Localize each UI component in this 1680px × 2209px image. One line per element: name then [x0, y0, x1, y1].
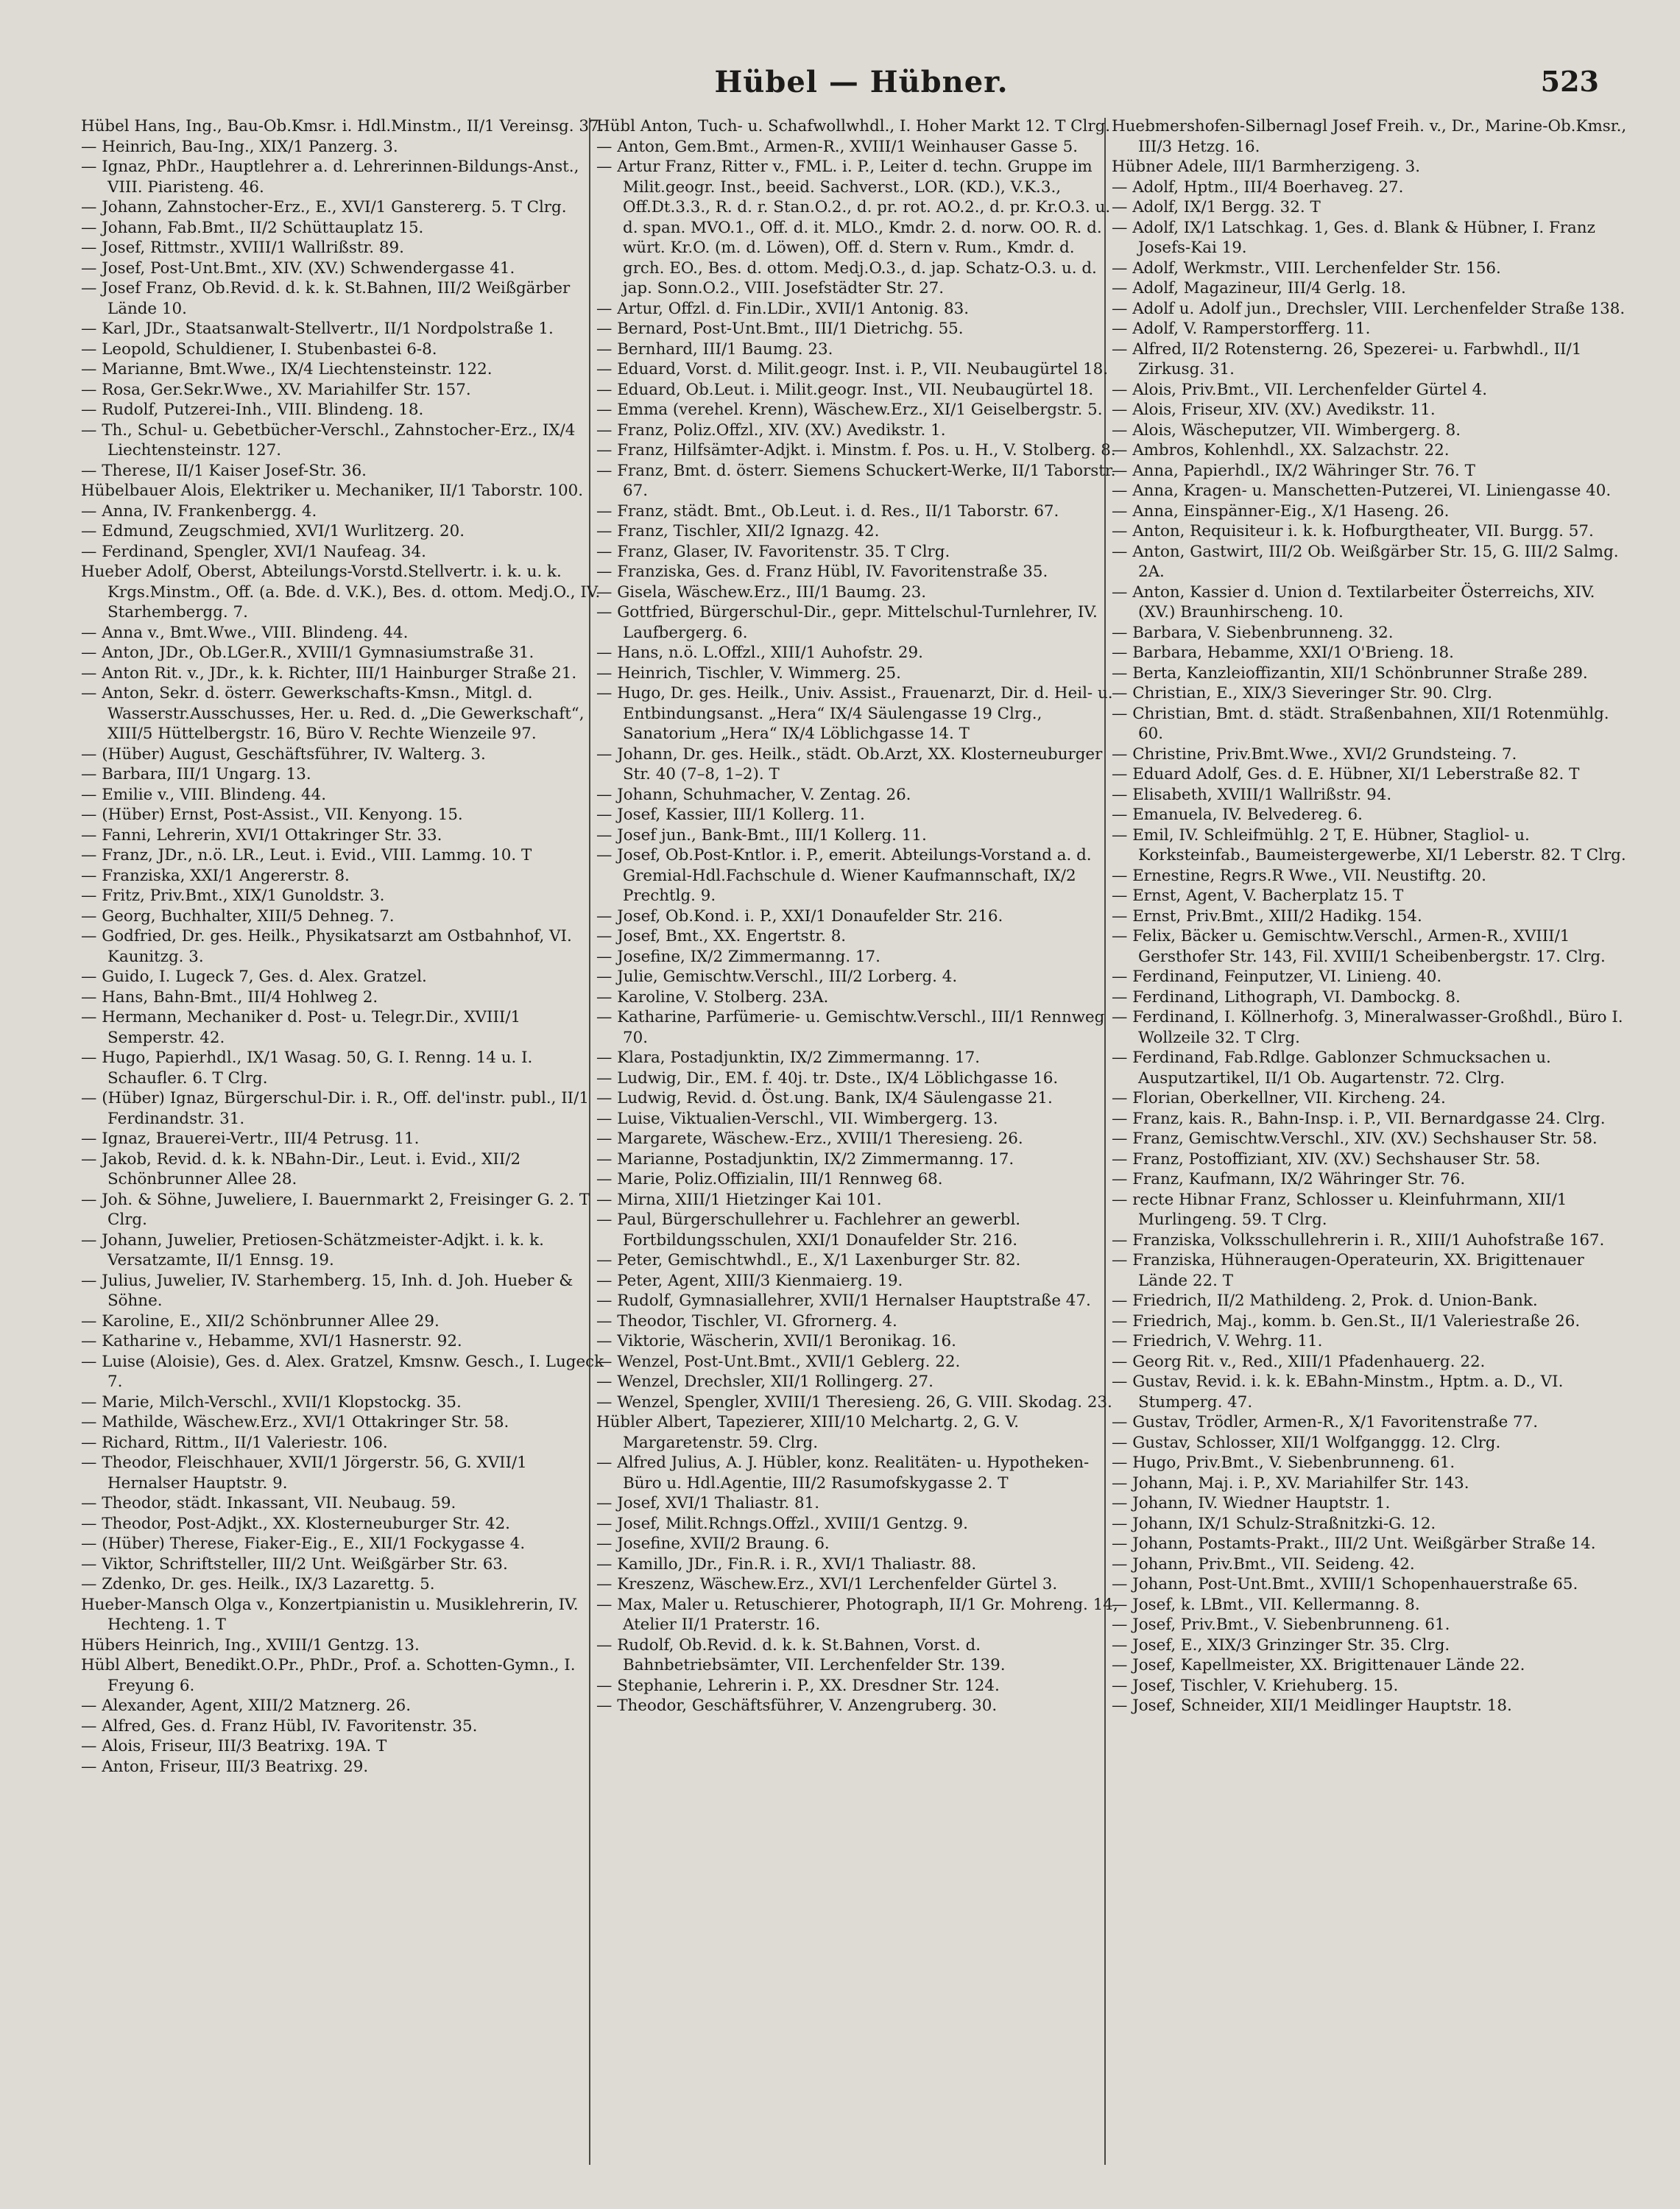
- directory-entry: — Franziska, Hühneraugen-Operateurin, XX. Brigittenauer Lände 22. T: [1112, 1251, 1584, 1290]
- directory-entry: — Christine, Priv.Bmt.Wwe., XVI/2 Grundsteing. 7.: [1112, 744, 1517, 764]
- directory-entry: — Hans, n.ö. L.Offzl., XIII/1 Auhofstr. 29.: [596, 644, 923, 662]
- directory-entry: — Barbara, V. Siebenbrunneng. 32.: [1112, 623, 1394, 642]
- directory-entry: — Johann, Schuhmacher, V. Zentag. 26.: [596, 785, 911, 804]
- directory-entry: — Artur Franz, Ritter v., FML. i. P., Leiter d. techn. Gruppe im Milit.geogr. Inst., beeid. Sachverst., LOR. (KD.), V.K.3., Off.Dt.3.3., R. d. r. Stan.O.2., d. pr. rot. AO.2., d. pr. Kr.O.3. u. d. span. MVO.1., Off. d. it. MLO., Kmdr. 2. d. norw. OO. R. d. würt. Kr.O. (m. d. Löwen), Off. d. Stern v. Rum., Kmdr. d. grch. EO., Bes. d. ottom. Medj.O.3., d. jap. Schatz-O.3. u. d. jap. Sonn.O.2., VIII. Josefstädter Str. 27.: [596, 158, 1111, 297]
- directory-entry: — Anna, Einspänner-Eig., X/1 Haseng. 26.: [1112, 501, 1450, 521]
- directory-entry: — Ambros, Kohlenhdl., XX. Salzachstr. 22.: [1112, 441, 1450, 459]
- directory-entry: — Theodor, Post-Adjkt., XX. Klosterneuburger Str. 42.: [81, 1514, 510, 1533]
- directory-entry: — Josef, Tischler, V. Kriehuberg. 15.: [1112, 1676, 1399, 1695]
- directory-entry: — Viktorie, Wäscherin, XVII/1 Beronikag. 16.: [596, 1332, 956, 1350]
- directory-entry: — Anna, IV. Frankenbergg. 4.: [81, 501, 317, 521]
- directory-entry: — Franz, Hilfsämter-Adjkt. i. Minstm. f. Pos. u. H., V. Stolberg. 8.: [596, 441, 1116, 459]
- directory-entry: — Friedrich, Maj., komm. b. Gen.St., II/1 Valeriestraße 26.: [1112, 1311, 1581, 1331]
- directory-entry: — Marie, Poliz.Offizialin, III/1 Rennweg 68.: [596, 1170, 943, 1188]
- directory-entry: — Hermann, Mechaniker d. Post- u. Telegr.Dir., XVIII/1 Semperstr. 42.: [81, 1008, 521, 1047]
- directory-entry: — Barbara, Hebamme, XXI/1 O'Brieng. 18.: [1112, 644, 1454, 662]
- directory-entry: — Josef jun., Bank-Bmt., III/1 Kollerg. 11.: [596, 825, 927, 845]
- directory-entry: — Margarete, Wäschew.-Erz., XVIII/1 Theresieng. 26.: [596, 1130, 1023, 1148]
- directory-entry: — Johann, Fab.Bmt., II/2 Schüttauplatz 15.: [81, 218, 424, 237]
- directory-entry: Hübl Albert, Benedikt.O.Pr., PhDr., Prof. a. Schotten-Gymn., I. Freyung 6.: [81, 1656, 576, 1695]
- directory-entry: — Adolf u. Adolf jun., Drechsler, VIII. Lerchenfelder Straße 138.: [1112, 299, 1626, 318]
- directory-entry: — Eduard, Vorst. d. Milit.geogr. Inst. i. P., VII. Neubaugürtel 18.: [596, 360, 1109, 378]
- directory-entry: — (Hüber) Therese, Fiaker-Eig., E., XII/1 Fockygasse 4.: [81, 1535, 526, 1553]
- column-2: [596, 116, 1120, 2171]
- directory-entry: — Emil, IV. Schleifmühlg. 2 T, E. Hübner, Stagliol- u. Korksteinfab., Baumeistergewerbe, XI/1 Leberstr. 82. T Clrg.: [1112, 825, 1626, 864]
- directory-entry: — Peter, Agent, XIII/3 Kienmaierg. 19.: [596, 1271, 903, 1290]
- directory-entry: Hübelbauer Alois, Elektriker u. Mechaniker, II/1 Taborstr. 100.: [81, 482, 584, 500]
- directory-entry: — Johann, Dr. ges. Heilk., städt. Ob.Arzt, XX. Klosterneuburger Str. 40 (7–8, 1–2). T: [596, 744, 1103, 783]
- directory-entry: Hueber-Mansch Olga v., Konzertpianistin u. Musiklehrerin, IV. Hechteng. 1. T: [81, 1595, 579, 1634]
- directory-entry: — Marie, Milch-Verschl., XVII/1 Klopstockg. 35.: [81, 1392, 462, 1412]
- directory-entry: — Ludwig, Dir., EM. f. 40j. tr. Dste., IX/4 Löblichgasse 16.: [596, 1068, 1059, 1088]
- directory-entry: — Alois, Priv.Bmt., VII. Lerchenfelder Gürtel 4.: [1112, 380, 1487, 399]
- directory-entry: — Josef, Post-Unt.Bmt., XIV. (XV.) Schwendergasse 41.: [81, 258, 515, 278]
- directory-entry: Hübel Hans, Ing., Bau-Ob.Kmsr. i. Hdl.Minstm., II/1 Vereinsg. 37.: [81, 117, 604, 135]
- directory-entry: — Franziska, XXI/1 Angererstr. 8.: [81, 866, 350, 885]
- directory-entry: — Georg, Buchhalter, XIII/5 Dehneg. 7.: [81, 906, 395, 926]
- directory-entry: — Guido, I. Lugeck 7, Ges. d. Alex. Gratzel.: [81, 968, 427, 986]
- directory-entry: — Johann, Juwelier, Pretiosen-Schätzmeister-Adjkt. i. k. k. Versatzamte, II/1 Ennsg. 19.: [81, 1230, 544, 1269]
- directory-entry: — Franz, Glaser, IV. Favoritenstr. 35. T Clrg.: [596, 542, 950, 561]
- directory-entry: — Adolf, IX/1 Bergg. 32. T: [1112, 198, 1321, 216]
- directory-entry: — Josef, Kassier, III/1 Kollerg. 11.: [596, 806, 865, 824]
- page-number: 523: [1540, 65, 1599, 98]
- directory-entry: — Anton, Friseur, III/3 Beatrixg. 29.: [81, 1757, 369, 1776]
- directory-entry: — Ignaz, Brauerei-Vertr., III/4 Petrusg. 11.: [81, 1130, 420, 1148]
- directory-entry: — Joh. & Söhne, Juweliere, I. Bauernmarkt 2, Freisinger G. 2. T Clrg.: [81, 1190, 590, 1229]
- directory-entry: — Stephanie, Lehrerin i. P., XX. Dresdner Str. 124.: [596, 1676, 1000, 1695]
- directory-entry: — Theodor, städt. Inkassant, VII. Neubaug. 59.: [81, 1494, 456, 1512]
- directory-entry: — Rudolf, Ob.Revid. d. k. k. St.Bahnen, Vorst. d. Bahnbetriebsämter, VII. Lerchenfelder Str. 139.: [596, 1635, 1006, 1674]
- directory-entry: — Theodor, Geschäftsführer, V. Anzengruberg. 30.: [596, 1697, 998, 1715]
- column-1: [81, 116, 605, 2171]
- directory-entry: — Rosa, Ger.Sekr.Wwe., XV. Mariahilfer Str. 157.: [81, 380, 471, 399]
- directory-entry: — Josef, Milit.Rchngs.Offzl., XVIII/1 Gentzg. 9.: [596, 1514, 968, 1533]
- directory-entry: — Johann, IX/1 Schulz-Straßnitzki-G. 12.: [1112, 1514, 1436, 1533]
- directory-entry: — Ernst, Priv.Bmt., XIII/2 Hadikg. 154.: [1112, 906, 1422, 926]
- directory-entry: — recte Hibnar Franz, Schlosser u. Kleinfuhrmann, XII/1 Murlingeng. 59. T Clrg.: [1112, 1190, 1567, 1229]
- directory-entry: — Paul, Bürgerschullehrer u. Fachlehrer an gewerbl. Fortbildungsschulen, XXI/1 Donaufelder Str. 216.: [596, 1211, 1021, 1250]
- directory-entry: — Richard, Rittm., II/1 Valeriestr. 106.: [81, 1433, 388, 1452]
- directory-entry: Hübers Heinrich, Ing., XVIII/1 Gentzg. 13.: [81, 1635, 420, 1655]
- directory-entry: — Rudolf, Putzerei-Inh., VIII. Blindeng. 18.: [81, 401, 424, 419]
- directory-entry: — Anton, Kassier d. Union d. Textilarbeiter Österreichs, XIV. (XV.) Braunhirscheng. 10.: [1112, 582, 1595, 621]
- directory-entry: — Fanni, Lehrerin, XVI/1 Ottakringer Str. 33.: [81, 825, 442, 845]
- directory-entry: — Ferdinand, Feinputzer, VI. Linieng. 40.: [1112, 968, 1442, 986]
- directory-entry: — Franz, städt. Bmt., Ob.Leut. i. d. Res., II/1 Taborstr. 67.: [596, 501, 1059, 521]
- directory-entry: — Friedrich, II/2 Mathildeng. 2, Prok. d. Union-Bank.: [1112, 1292, 1538, 1310]
- directory-entry: — Franz, Postoffiziant, XIV. (XV.) Sechshauser Str. 58.: [1112, 1149, 1541, 1169]
- directory-entry: Hübner Adele, III/1 Barmherzigeng. 3.: [1112, 158, 1421, 176]
- directory-entry: — Anton, JDr., Ob.LGer.R., XVIII/1 Gymnasiumstraße 31.: [81, 644, 534, 662]
- directory-entry: — Florian, Oberkellner, VII. Kircheng. 24.: [1112, 1089, 1446, 1107]
- directory-entry: — Adolf, IX/1 Latschkag. 1, Ges. d. Blank & Hübner, I. Franz Josefs-Kai 19.: [1112, 218, 1595, 257]
- directory-entry: — Marianne, Bmt.Wwe., IX/4 Liechtensteinstr. 122.: [81, 360, 493, 378]
- directory-entry: — Franz, Gemischtw.Verschl., XIV. (XV.) Sechshauser Str. 58.: [1112, 1130, 1598, 1148]
- directory-entry: — Ferdinand, Spengler, XVI/1 Naufeag. 34.: [81, 542, 426, 561]
- directory-entry: — Th., Schul- u. Gebetbücher-Verschl., Zahnstocher-Erz., IX/4 Liechtensteinstr. 127.: [81, 420, 576, 459]
- directory-entry: — Alfred Julius, A. J. Hübler, konz. Realitäten- u. Hypotheken-Büro u. Hdl.Agentie, III/2 Rasumofskygasse 2. T: [596, 1454, 1090, 1493]
- directory-entry: — Hugo, Dr. ges. Heilk., Univ. Assist., Frauenarzt, Dir. d. Heil- u. Entbindungsanst. „Hera“ IX/4 Säulengasse 19 Clrg., Sanatorium „Hera“ IX/4 Löblichgasse 14. T: [596, 684, 1113, 743]
- directory-entry: — Karoline, E., XII/2 Schönbrunner Allee 29.: [81, 1311, 440, 1331]
- directory-entry: — Emilie v., VIII. Blindeng. 44.: [81, 785, 327, 804]
- directory-entry: — Johann, IV. Wiedner Hauptstr. 1.: [1112, 1494, 1391, 1512]
- directory-entry: — Josef, XVI/1 Thaliastr. 81.: [596, 1494, 820, 1512]
- directory-entry: Huebmershofen-Silbernagl Josef Freih. v., Dr., Marine-Ob.Kmsr., III/3 Hetzg. 16.: [1112, 117, 1627, 156]
- directory-entry: — Zdenko, Dr. ges. Heilk., IX/3 Lazarettg. 5.: [81, 1575, 435, 1593]
- directory-entry: — Josef, Rittmstr., XVIII/1 Wallrißstr. 89.: [81, 239, 404, 257]
- directory-entry: — Elisabeth, XVIII/1 Wallrißstr. 94.: [1112, 785, 1392, 804]
- directory-entry: — Viktor, Schriftsteller, III/2 Unt. Weißgärber Str. 63.: [81, 1554, 508, 1574]
- directory-entry: Hübler Albert, Tapezierer, XIII/10 Melchartg. 2, G. V. Margaretenstr. 59. Clrg.: [596, 1413, 1020, 1452]
- directory-entry: — Karoline, V. Stolberg. 23A.: [596, 987, 829, 1007]
- directory-entry: — Theodor, Tischler, VI. Gfrornerg. 4.: [596, 1311, 897, 1331]
- directory-entry: — Josef, k. LBmt., VII. Kellermanng. 8.: [1112, 1595, 1420, 1614]
- directory-entry: — Josefine, XVII/2 Braung. 6.: [596, 1535, 830, 1553]
- directory-entry: — Peter, Gemischtwhdl., E., X/1 Laxenburger Str. 82.: [596, 1251, 1021, 1269]
- directory-entry: — Franz, Kaufmann, IX/2 Währinger Str. 76.: [1112, 1170, 1466, 1188]
- directory-entry: — Adolf, V. Ramperstorfferg. 11.: [1112, 320, 1371, 338]
- directory-entry: — Mirna, XIII/1 Hietzinger Kai 101.: [596, 1190, 882, 1209]
- directory-entry: — Ferdinand, Lithograph, VI. Dambockg. 8.: [1112, 987, 1461, 1007]
- directory-entry: — Julius, Juwelier, IV. Starhemberg. 15, Inh. d. Joh. Hueber & Söhne.: [81, 1271, 573, 1310]
- directory-entry: — Eduard, Ob.Leut. i. Milit.geogr. Inst., VII. Neubaugürtel 18.: [596, 380, 1094, 399]
- directory-entry: — Anna, Kragen- u. Manschetten-Putzerei, VI. Liniengasse 40.: [1112, 482, 1612, 500]
- directory-entry: — Ludwig, Revid. d. Öst.ung. Bank, IX/4 Säulengasse 21.: [596, 1089, 1053, 1107]
- directory-entry: — Georg Rit. v., Red., XIII/1 Pfadenhauerg. 22.: [1112, 1352, 1486, 1371]
- directory-entry: — Katharine v., Hebamme, XVI/1 Hasnerstr. 92.: [81, 1332, 462, 1350]
- directory-entry: — Josef, Priv.Bmt., V. Siebenbrunneng. 61.: [1112, 1616, 1450, 1634]
- page-header: [0, 65, 1680, 109]
- directory-entry: — Kamillo, JDr., Fin.R. i. R., XVI/1 Thaliastr. 88.: [596, 1554, 977, 1574]
- directory-entry: — Franz, Tischler, XII/2 Ignazg. 42.: [596, 522, 880, 540]
- directory-entry: — Hans, Bahn-Bmt., III/4 Hohlweg 2.: [81, 987, 378, 1007]
- directory-entry: — Fritz, Priv.Bmt., XIX/1 Gunoldstr. 3.: [81, 887, 385, 905]
- directory-entry: — Emma (verehel. Krenn), Wäschew.Erz., XI/1 Geiselbergstr. 5.: [596, 401, 1103, 419]
- directory-entry: — Franz, Bmt. d. österr. Siemens Schuckert-Werke, II/1 Taborstr. 67.: [596, 461, 1116, 500]
- directory-entry: — Luise, Viktualien-Verschl., VII. Wimbergerg. 13.: [596, 1109, 998, 1128]
- directory-entry: — Gottfried, Bürgerschul-Dir., gepr. Mittelschul-Turnlehrer, IV. Laufbergerg. 6.: [596, 603, 1098, 642]
- directory-entry: — Anna, Papierhdl., IX/2 Währinger Str. 76. T: [1112, 461, 1475, 480]
- directory-entry: — Mathilde, Wäschew.Erz., XVI/1 Ottakringer Str. 58.: [81, 1413, 509, 1431]
- directory-entry: — Karl, JDr., Staatsanwalt-Stellvertr., II/1 Nordpolstraße 1.: [81, 320, 554, 338]
- directory-entry: — Heinrich, Bau-Ing., XIX/1 Panzerg. 3.: [81, 137, 398, 156]
- directory-entry: — Wenzel, Spengler, XVIII/1 Theresieng. 26, G. VIII. Skodag. 23.: [596, 1392, 1112, 1412]
- directory-entry: — Alois, Friseur, III/3 Beatrixg. 19A. T: [81, 1737, 387, 1755]
- directory-entry: — Anton, Requisiteur i. k. k. Hofburgtheater, VII. Burgg. 57.: [1112, 522, 1594, 540]
- directory-entry: — (Hüber) Ignaz, Bürgerschul-Dir. i. R., Off. del'instr. publ., II/1 Ferdinandstr. 31.: [81, 1089, 589, 1128]
- directory-entry: — Anton, Sekr. d. österr. Gewerkschafts-Kmsn., Mitgl. d. Wasserstr.Ausschusses, Her. u. Red. d. „Die Gewerkschaft“, XIII/5 Hüttelbergstr. 16, Büro V. Rechte Wienzeile 97.: [81, 684, 585, 743]
- directory-entry: — Franziska, Volksschullehrerin i. R., XIII/1 Auhofstraße 167.: [1112, 1230, 1605, 1250]
- running-title: Hübel — Hübner.: [714, 65, 1009, 99]
- directory-entry: — Wenzel, Drechsler, XII/1 Rollingerg. 27.: [596, 1373, 933, 1391]
- directory-entry: — Therese, II/1 Kaiser Josef-Str. 36.: [81, 461, 367, 480]
- directory-entry: — Rudolf, Gymnasiallehrer, XVII/1 Hernalser Hauptstraße 47.: [596, 1292, 1091, 1310]
- directory-entry: — Hugo, Papierhdl., IX/1 Wasag. 50, G. I. Renng. 14 u. I. Schaufler. 6. T Clrg.: [81, 1049, 533, 1088]
- directory-entry: — Josef, Bmt., XX. Engertstr. 8.: [596, 927, 847, 945]
- directory-entry: — Ferdinand, Fab.Rdlge. Gablonzer Schmucksachen u. Ausputzartikel, II/1 Ob. Augartenstr. 72. Clrg.: [1112, 1049, 1551, 1088]
- directory-entry: — Anton, Gastwirt, III/2 Ob. Weißgärber Str. 15, G. III/2 Salmg. 2A.: [1112, 542, 1619, 581]
- directory-entry: — Felix, Bäcker u. Gemischtw.Verschl., Armen-R., XVIII/1 Gersthofer Str. 143, Fil. XVIII/1 Scheibenbergstr. 17. Clrg.: [1112, 927, 1606, 966]
- directory-entry: — Franziska, Ges. d. Franz Hübl, IV. Favoritenstraße 35.: [596, 563, 1048, 581]
- directory-entry: — Godfried, Dr. ges. Heilk., Physikatsarzt am Ostbahnhof, VI. Kaunitzg. 3.: [81, 927, 572, 966]
- directory-entry: — Hugo, Priv.Bmt., V. Siebenbrunneng. 61.: [1112, 1454, 1455, 1472]
- directory-entry: — Adolf, Magazineur, III/4 Gerlg. 18.: [1112, 279, 1406, 297]
- directory-entry: — Bernard, Post-Unt.Bmt., III/1 Dietrichg. 55.: [596, 320, 964, 338]
- directory-entry: — Anton, Gem.Bmt., Armen-R., XVIII/1 Weinhauser Gasse 5.: [596, 137, 1079, 156]
- directory-entry: — Ernst, Agent, V. Bacherplatz 15. T: [1112, 887, 1404, 905]
- directory-entry: — Alfred, II/2 Rotensterng. 26, Spezerei- u. Farbwhdl., II/1 Zirkusg. 31.: [1112, 339, 1582, 378]
- directory-entry: — Ignaz, PhDr., Hauptlehrer a. d. Lehrerinnen-Bildungs-Anst., VIII. Piaristeng. 46.: [81, 158, 579, 197]
- directory-entry: — Theodor, Fleischhauer, XVII/1 Jörgerstr. 56, G. XVII/1 Hernalser Hauptstr. 9.: [81, 1454, 527, 1493]
- directory-entry: — Josef Franz, Ob.Revid. d. k. k. St.Bahnen, III/2 Weißgärber Lände 10.: [81, 279, 571, 318]
- directory-entry: — Adolf, Hptm., III/4 Boerhaveg. 27.: [1112, 177, 1404, 197]
- directory-entry: — Anna v., Bmt.Wwe., VIII. Blindeng. 44.: [81, 623, 409, 642]
- directory-entry: — Gustav, Trödler, Armen-R., X/1 Favoritenstraße 77.: [1112, 1413, 1539, 1431]
- directory-entry: — Gustav, Revid. i. k. k. EBahn-Minstm., Hptm. a. D., VI. Stumperg. 47.: [1112, 1373, 1564, 1412]
- directory-entry: — Adolf, Werkmstr., VIII. Lerchenfelder Str. 156.: [1112, 258, 1501, 278]
- directory-entry: — Leopold, Schuldiener, I. Stubenbastei 6-8.: [81, 339, 437, 359]
- directory-entry: — Wenzel, Post-Unt.Bmt., XVII/1 Geblerg. 22.: [596, 1352, 961, 1371]
- directory-entry: — Alois, Friseur, XIV. (XV.) Avedikstr. 11.: [1112, 401, 1436, 419]
- directory-entry: — Bernhard, III/1 Baumg. 23.: [596, 339, 833, 359]
- directory-entry: — Josef, Ob.Post-Kntlor. i. P., emerit. Abteilungs-Vorstand a. d. Gremial-Hdl.Fachschule d. Wiener Kaufmannschaft, IX/2 Prechtlg. 9.: [596, 846, 1092, 905]
- directory-entry: — Josefine, IX/2 Zimmermanng. 17.: [596, 947, 880, 966]
- directory-entry: — Christian, Bmt. d. städt. Straßenbahnen, XII/1 Rotenmühlg. 60.: [1112, 704, 1609, 743]
- directory-entry: — Artur, Offzl. d. Fin.LDir., XVII/1 Antonig. 83.: [596, 299, 969, 318]
- directory-entry: — Julie, Gemischtw.Verschl., III/2 Lorberg. 4.: [596, 968, 958, 986]
- directory-entry: — Gustav, Schlosser, XII/1 Wolfganggg. 12. Clrg.: [1112, 1433, 1501, 1452]
- directory-entry: — Josef, Ob.Kond. i. P., XXI/1 Donaufelder Str. 216.: [596, 906, 1003, 926]
- directory-entry: — Gisela, Wäschew.Erz., III/1 Baumg. 23.: [596, 582, 927, 602]
- directory-entry: — Franz, JDr., n.ö. LR., Leut. i. Evid., VIII. Lammg. 10. T: [81, 846, 532, 864]
- directory-entry: — Alois, Wäscheputzer, VII. Wimbergerg. 8.: [1112, 420, 1461, 440]
- directory-entry: — Franz, Poliz.Offzl., XIV. (XV.) Avedikstr. 1.: [596, 420, 946, 440]
- directory-entry: — Josef, Schneider, XII/1 Meidlinger Hauptstr. 18.: [1112, 1697, 1512, 1715]
- directory-entry: — Alexander, Agent, XIII/2 Matznerg. 26.: [81, 1697, 412, 1715]
- directory-entry: — Johann, Zahnstocher-Erz., E., XVI/1 Ganstererg. 5. T Clrg.: [81, 198, 567, 216]
- directory-entry: — Johann, Maj. i. P., XV. Mariahilfer Str. 143.: [1112, 1473, 1469, 1493]
- directory-entry: Hübl Anton, Tuch- u. Schafwollwhdl., I. Hoher Markt 12. T Clrg.: [596, 117, 1111, 135]
- directory-entry: — Johann, Postamts-Prakt., III/2 Unt. Weißgärber Straße 14.: [1112, 1535, 1596, 1553]
- directory-entry: — Christian, E., XIX/3 Sieveringer Str. 90. Clrg.: [1112, 684, 1493, 702]
- directory-entry: — Heinrich, Tischler, V. Wimmerg. 25.: [596, 663, 901, 683]
- directory-entry: — Franz, kais. R., Bahn-Insp. i. P., VII. Bernardgasse 24. Clrg.: [1112, 1109, 1606, 1128]
- directory-entry: — Friedrich, V. Wehrg. 11.: [1112, 1332, 1323, 1350]
- directory-entry: — Johann, Priv.Bmt., VII. Seideng. 42.: [1112, 1554, 1415, 1574]
- directory-entry: — Josef, E., XIX/3 Grinzinger Str. 35. Clrg.: [1112, 1635, 1450, 1655]
- directory-entry: — Katharine, Parfümerie- u. Gemischtw.Verschl., III/1 Rennweg 70.: [596, 1008, 1105, 1047]
- column-3: [1112, 116, 1636, 2171]
- directory-entry: — Barbara, III/1 Ungarg. 13.: [81, 765, 311, 783]
- directory-entry: — Josef, Kapellmeister, XX. Brigittenauer Lände 22.: [1112, 1656, 1525, 1674]
- directory-entry: — Klara, Postadjunktin, IX/2 Zimmermanng. 17.: [596, 1049, 981, 1067]
- directory-entry: — Edmund, Zeugschmied, XVI/1 Wurlitzerg. 20.: [81, 522, 465, 540]
- directory-entry: — Max, Maler u. Retuschierer, Photograph, II/1 Gr. Mohreng. 14, Atelier II/1 Praterstr. 16.: [596, 1595, 1118, 1634]
- directory-entry: — Berta, Kanzleioffizantin, XII/1 Schönbrunner Straße 289.: [1112, 663, 1588, 683]
- directory-entry: — Eduard Adolf, Ges. d. E. Hübner, XI/1 Leberstraße 82. T: [1112, 765, 1580, 783]
- directory-entry: — Alfred, Ges. d. Franz Hübl, IV. Favoritenstr. 35.: [81, 1716, 478, 1736]
- directory-entry: — Kreszenz, Wäschew.Erz., XVI/1 Lerchenfelder Gürtel 3.: [596, 1575, 1058, 1593]
- directory-entry: — Ernestine, Regrs.R Wwe., VII. Neustiftg. 20.: [1112, 866, 1486, 885]
- directory-entry: — Jakob, Revid. d. k. k. NBahn-Dir., Leut. i. Evid., XII/2 Schönbrunner Allee 28.: [81, 1149, 521, 1188]
- directory-entry: — Anton Rit. v., JDr., k. k. Richter, III/1 Hainburger Straße 21.: [81, 663, 577, 683]
- directory-entry: — Ferdinand, I. Köllnerhofg. 3, Mineralwasser-Großhdl., Büro I. Wollzeile 32. T Clrg.: [1112, 1008, 1623, 1047]
- directory-entry: — Marianne, Postadjunktin, IX/2 Zimmermanng. 17.: [596, 1149, 1014, 1169]
- directory-entry: — (Hüber) August, Geschäftsführer, IV. Walterg. 3.: [81, 744, 486, 764]
- directory-entry: Hueber Adolf, Oberst, Abteilungs-Vorstd.Stellvertr. i. k. u. k. Krgs.Minstm., Off. (a. Bde. d. V.K.), Bes. d. ottom. Medj.O., IV. Starhembergg. 7.: [81, 563, 601, 621]
- directory-entry: — Emanuela, IV. Belvedereg. 6.: [1112, 806, 1363, 824]
- directory-entry: — Johann, Post-Unt.Bmt., XVIII/1 Schopenhauerstraße 65.: [1112, 1575, 1578, 1593]
- directory-entry: — (Hüber) Ernst, Post-Assist., VII. Kenyong. 15.: [81, 806, 463, 824]
- directory-entry: — Luise (Aloisie), Ges. d. Alex. Gratzel, Kmsnw. Gesch., I. Lugeck 7.: [81, 1352, 604, 1391]
